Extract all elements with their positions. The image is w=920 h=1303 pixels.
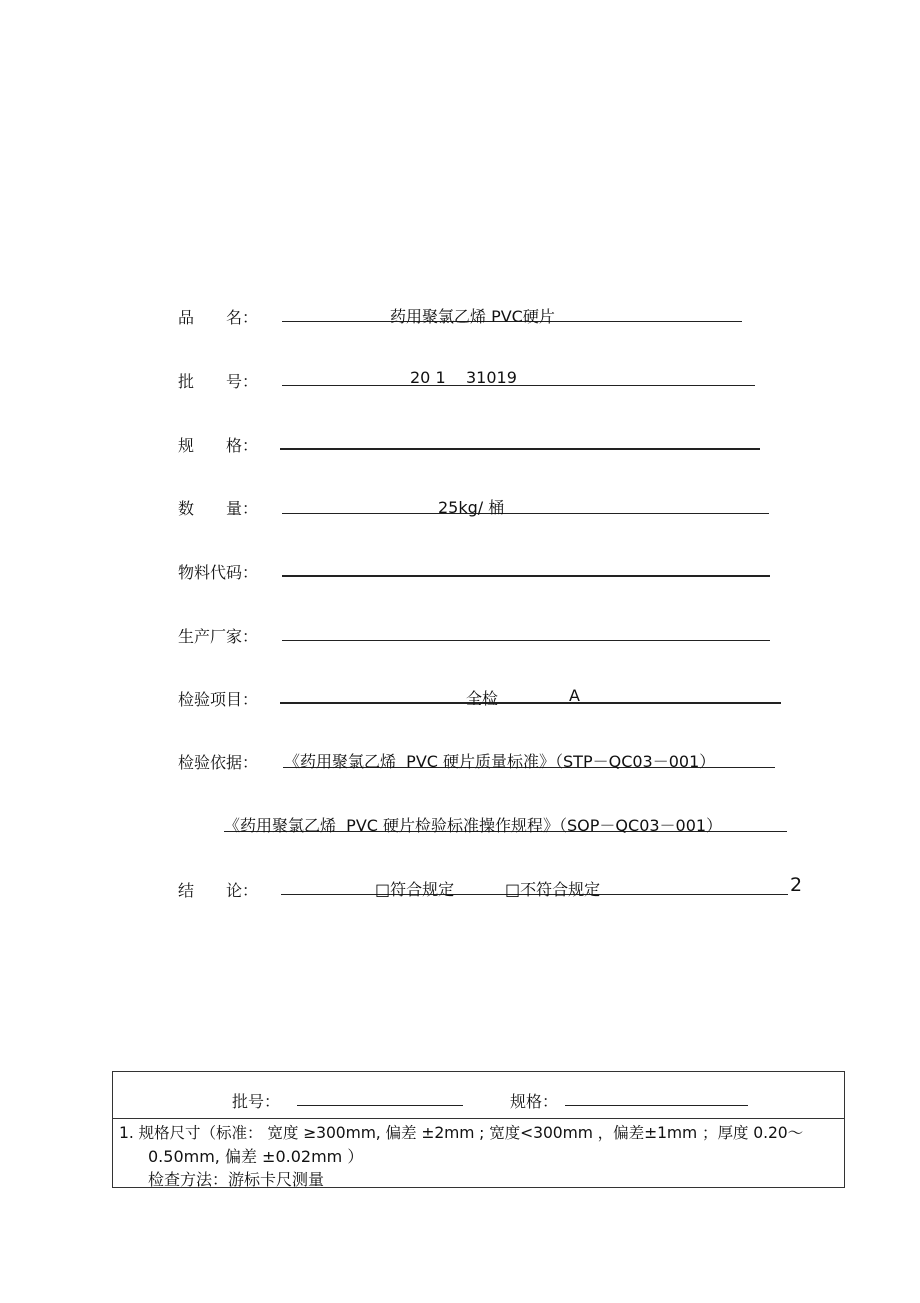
test-items-value2: A: [569, 686, 580, 705]
conclusion-option-pass: □符合规定: [375, 880, 455, 899]
conclusion-option-fail: □不符合规定: [505, 880, 601, 899]
table-method: 检查方法：游标卡尺测量: [148, 1170, 325, 1189]
test-items-value1: 全检: [466, 689, 499, 708]
table-item-line2: 0.50mm, 偏差 ±0.02mm ）: [148, 1147, 364, 1166]
label-quantity: 数 量：: [178, 499, 259, 518]
product-name-value: 药用聚氯乙烯 PVC硬片: [390, 307, 555, 326]
label-conclusion: 结 论：: [178, 881, 259, 900]
page-mark: 2: [790, 874, 803, 896]
label-product-name: 品 名：: [178, 308, 259, 327]
test-items-underline: [280, 702, 781, 704]
batch-no-value: 20 1 31019: [410, 368, 517, 387]
table-batch-underline: [297, 1105, 463, 1106]
table-item-line1: 1. 规格尺寸（标准： 宽度 ≥300mm, 偏差 ±2mm ; 宽度<300mm ，偏差±1mm ；厚度 0.20～: [119, 1124, 804, 1142]
label-spec: 规 格：: [178, 436, 259, 455]
label-test-items: 检验项目：: [178, 690, 259, 709]
label-batch-no: 批 号：: [178, 372, 259, 391]
test-basis-line2: 《药用聚氯乙烯 PVC 硬片检验标准操作规程》（SOP－QC03－001）: [224, 816, 723, 835]
spec-underline: [280, 448, 760, 450]
table-spec-underline: [565, 1105, 748, 1106]
table-batch-label: 批号：: [232, 1092, 281, 1111]
quantity-value: 25kg/ 桶: [438, 498, 505, 517]
label-test-basis: 检验依据：: [178, 753, 259, 772]
batch-no-underline: [282, 385, 755, 386]
material-code-underline: [282, 575, 770, 577]
manufacturer-underline: [282, 640, 770, 641]
inspection-table: [112, 1071, 845, 1188]
table-spec-label: 规格：: [510, 1092, 559, 1111]
label-manufacturer: 生产厂家：: [178, 627, 259, 646]
table-row-separator: [113, 1118, 844, 1119]
quantity-underline: [282, 513, 769, 514]
test-basis-line1: 《药用聚氯乙烯 PVC 硬片质量标准》（STP－QC03－001）: [284, 752, 716, 771]
label-material-code: 物料代码：: [178, 563, 259, 582]
